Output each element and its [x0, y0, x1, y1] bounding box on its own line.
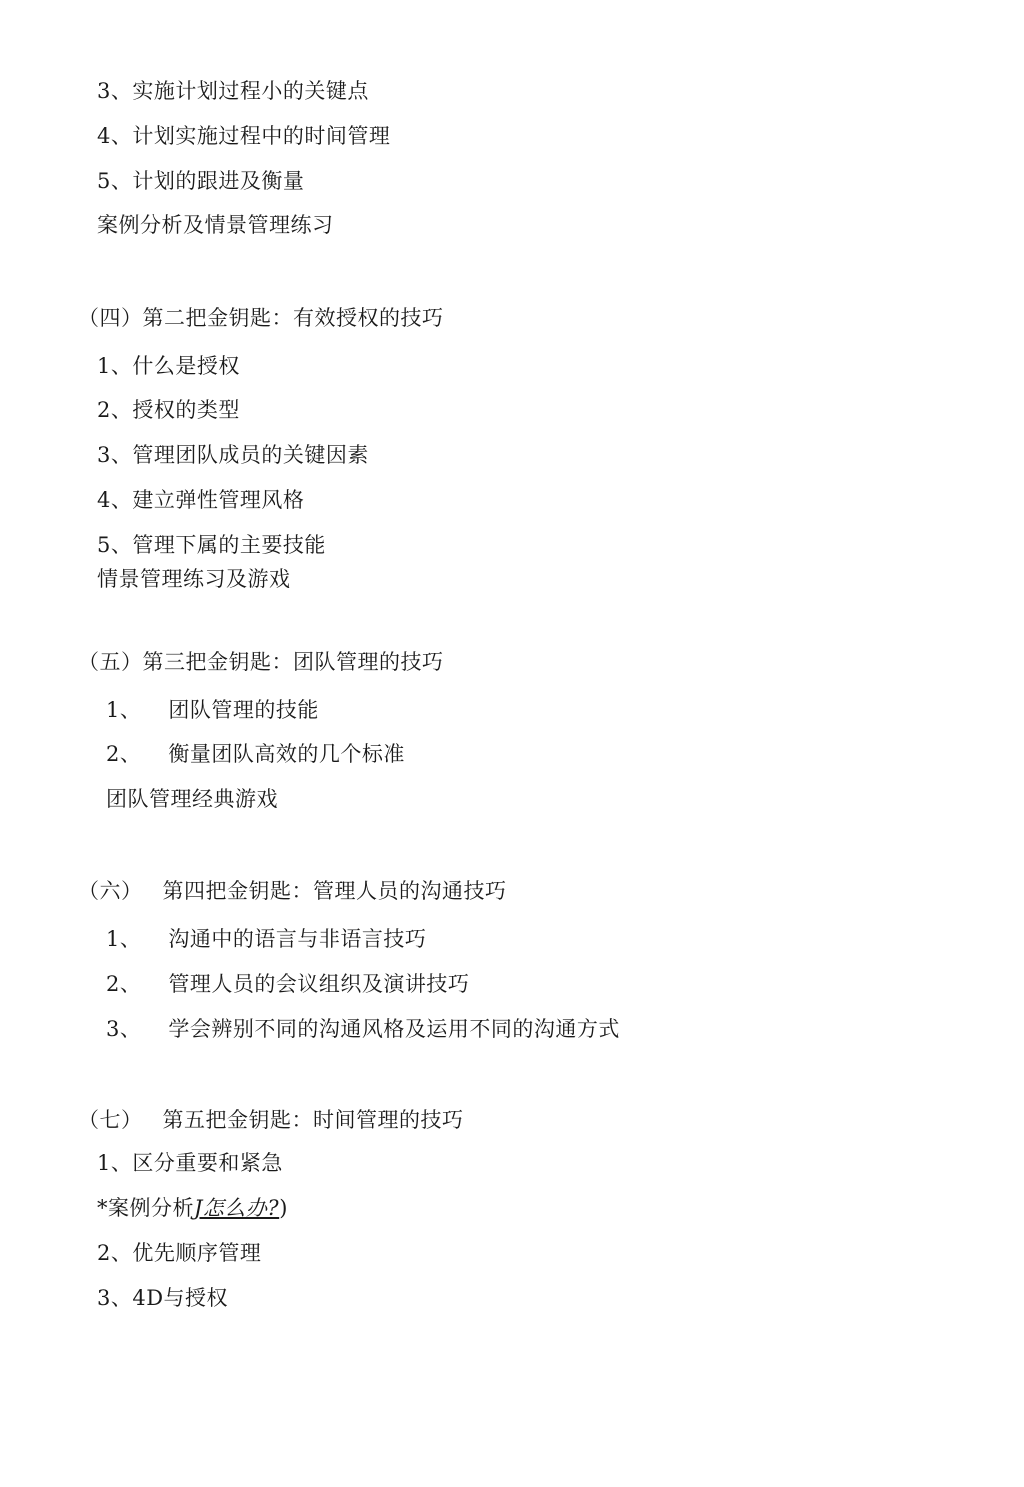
list-item [106, 971, 469, 997]
section-title: 第四把金钥匙：管理人员的沟通技巧 [162, 879, 507, 903]
list-item [106, 741, 405, 767]
list-item: 4、建立弹性管理风格 [97, 488, 305, 512]
list-item: 1、什么是授权 [97, 354, 240, 378]
item-number: 1、 [106, 927, 142, 951]
case-question: J怎么办? [194, 1196, 280, 1220]
list-item: 4、计划实施过程中的时间管理 [97, 124, 391, 148]
list-item: 2、优先顺序管理 [97, 1241, 262, 1265]
exercise-note: 案例分析及情景管理练习 [97, 213, 334, 237]
case-prefix: *案例分析 [97, 1196, 194, 1220]
item-number: 1、 [106, 698, 142, 722]
list-item [106, 926, 426, 952]
section-heading: （四）第二把金钥匙：有效授权的技巧 [78, 306, 444, 330]
list-item [106, 1016, 620, 1042]
section-heading [78, 878, 507, 904]
list-item: 2、授权的类型 [97, 398, 240, 422]
list-item: 1、区分重要和紧急 [97, 1151, 283, 1175]
list-item: 3、实施计划过程小的关键点 [97, 79, 369, 103]
section-number: （七） [78, 1108, 143, 1132]
item-number: 2、 [106, 742, 142, 766]
exercise-note: 团队管理经典游戏 [106, 787, 278, 811]
section-number: （六） [78, 879, 143, 903]
case-suffix: ) [279, 1196, 288, 1220]
item-text: 学会辨别不同的沟通风格及运用不同的沟通方式 [168, 1017, 620, 1041]
item-text: 沟通中的语言与非语言技巧 [168, 927, 427, 951]
item-text: 管理人员的会议组织及演讲技巧 [168, 972, 470, 996]
list-item: 3、管理团队成员的关键因素 [97, 443, 369, 467]
section-title: 第五把金钥匙：时间管理的技巧 [162, 1108, 464, 1132]
list-item: 5、计划的跟进及衡量 [97, 169, 305, 193]
exercise-note: 情景管理练习及游戏 [97, 567, 291, 591]
item-text: 团队管理的技能 [168, 698, 319, 722]
list-item: 5、管理下属的主要技能 [97, 533, 326, 557]
item-text: 衡量团队高效的几个标准 [168, 742, 405, 766]
list-item: 3、4D与授权 [97, 1286, 229, 1310]
section-heading: （五）第三把金钥匙：团队管理的技巧 [78, 650, 444, 674]
case-note [97, 1195, 288, 1221]
item-number: 3、 [106, 1017, 142, 1041]
list-item [106, 697, 319, 723]
section-heading [78, 1107, 464, 1133]
item-number: 2、 [106, 972, 142, 996]
